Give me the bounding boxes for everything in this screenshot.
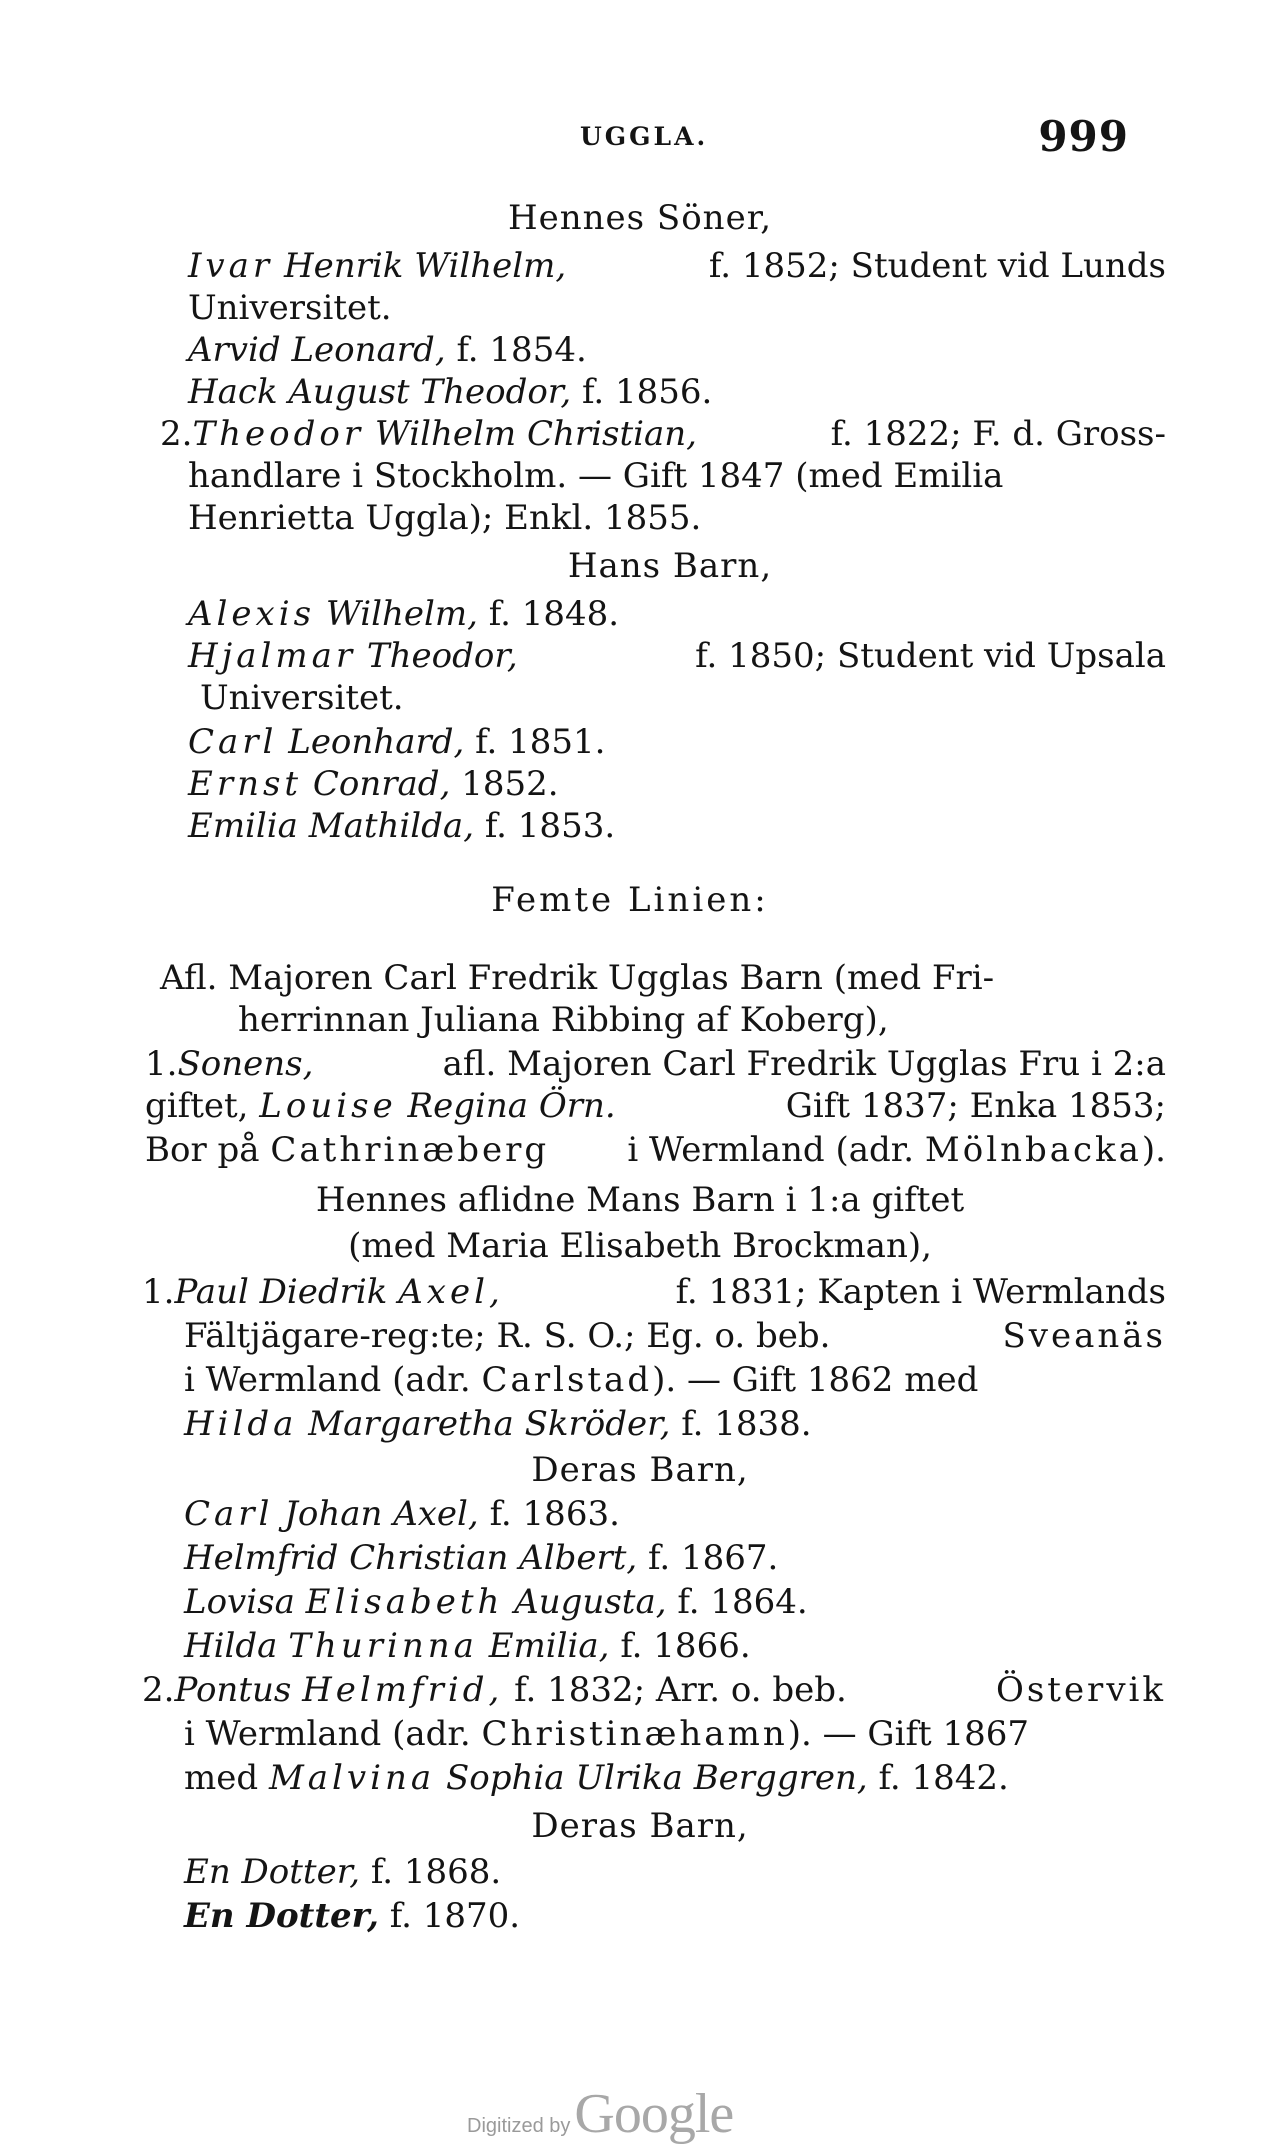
entry-line: med Malvina Sophia Ulrika Berggren, f. 1842. (184, 1758, 1009, 1798)
entry-line: Arvid Leonard, f. 1854. (188, 330, 587, 370)
entry-line: 2.Theodor Wilhelm Christian, f. 1822; F. d. Gross- (160, 414, 1166, 454)
entry-line: Hjalmar Theodor, f. 1850; Student vid Upsala (188, 636, 1166, 676)
entry-line: Afl. Majoren Carl Fredrik Ugglas Barn (med Fri- (160, 958, 995, 998)
running-head: UGGLA. (580, 122, 709, 151)
entry-line: Ivar Henrik Wilhelm, f. 1852; Student vid Lunds (188, 246, 1166, 286)
section-heading: Hennes aflidne Mans Barn i 1:a giftet (315, 1180, 965, 1220)
entry-line: i Wermland (adr. Carlstad). — Gift 1862 med (184, 1360, 979, 1400)
entry-line: Carl Johan Axel, f. 1863. (184, 1494, 620, 1534)
entry-line: Ernst Conrad, 1852. (188, 764, 559, 804)
entry-line: herrinnan Juliana Ribbing af Koberg), (238, 1000, 889, 1040)
section-heading: Hans Barn, (567, 546, 773, 586)
entry-line: Henrietta Uggla); Enkl. 1855. (188, 498, 702, 538)
entry-line: Universitet. (188, 288, 392, 328)
entry-line: Hack August Theodor, f. 1856. (188, 372, 713, 412)
entry-line: Helmfrid Christian Albert, f. 1867. (184, 1538, 779, 1578)
entry-line: 1.Sonens, afl. Majoren Carl Fredrik Ugglas Fru i 2:a (145, 1044, 1166, 1084)
entry-line: Lovisa Elisabeth Augusta, f. 1864. (184, 1582, 808, 1622)
entry-line: giftet, Louise Regina Örn. Gift 1837; Enka 1853; (145, 1086, 1166, 1126)
section-heading: Hennes Söner, (507, 198, 773, 238)
entry-line: Fältjägare-reg:te; R. S. O.; Eg. o. beb. Sveanäs (184, 1316, 1166, 1356)
entry-line: Hilda Margaretha Skröder, f. 1838. (184, 1404, 812, 1444)
entry-line: Alexis Wilhelm, f. 1848. (188, 594, 620, 634)
digitized-by-google-watermark: Digitized byGoogle (467, 2083, 734, 2145)
page-number: 999 (1038, 112, 1129, 161)
entry-line: Carl Leonhard, f. 1851. (188, 722, 606, 762)
section-heading: Femte Linien: (491, 880, 769, 920)
entry-line: En Dotter, f. 1870. (184, 1896, 521, 1936)
entry-line: Bor på Cathrinæberg i Wermland (adr. Mölnbacka). (145, 1130, 1166, 1170)
section-heading: Deras Barn, (531, 1450, 749, 1490)
entry-line: Emilia Mathilda, f. 1853. (188, 806, 616, 846)
entry-line: Universitet. (200, 678, 404, 718)
entry-line: handlare i Stockholm. — Gift 1847 (med Emilia (188, 456, 1004, 496)
entry-line: 1.Paul Diedrik Axel, f. 1831; Kapten i Wermlands (142, 1272, 1166, 1312)
entry-line: Hilda Thurinna Emilia, f. 1866. (184, 1626, 751, 1666)
entry-line: En Dotter, f. 1868. (184, 1852, 502, 1892)
entry-line: i Wermland (adr. Christinæhamn). — Gift 1867 (184, 1714, 1030, 1754)
section-heading: (med Maria Elisabeth Brockman), (348, 1226, 932, 1266)
section-heading: Deras Barn, (531, 1806, 749, 1846)
entry-line: 2.Pontus Helmfrid, f. 1832; Arr. o. beb. Östervik (142, 1670, 1166, 1710)
